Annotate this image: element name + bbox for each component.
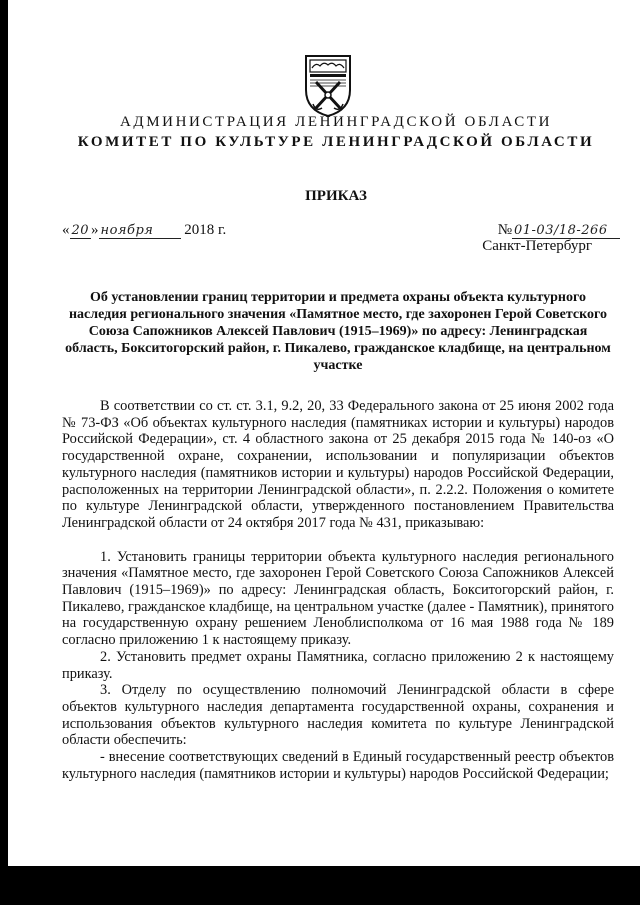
item-2: 2. Установить предмет охраны Памятника, согласно приложению 2 к настоящему приказу.: [62, 648, 614, 682]
order-title: Об установлении границ территории и предмета охраны объекта культурного наследия регионального значения «Памятное место, где захоронен Герой Советского Союза Сапожников Алексей Павлович (1915–1969)» по адресу: Ленинградская область, Бокситогорский район, г. Пикалево, гражданское кладбище, на центральном участке: [65, 290, 611, 373]
number-value: 01-03/18-266: [512, 223, 620, 239]
date-open-quote: «: [62, 222, 70, 238]
date-day: 20: [71, 223, 90, 238]
coat-of-arms-icon: [302, 52, 354, 118]
number-prefix: №: [497, 222, 512, 238]
date-year: 2018 г.: [184, 222, 227, 238]
date-close-quote: »: [91, 222, 99, 238]
order-number: [498, 222, 620, 239]
item-1: 1. Установить границы территории объекта культурного наследия регионального значения «Памятное место, где захоронен Герой Советского Союза Сапожников Алексей Павлович (1915–1969)» по адресу: Ленинградская область, Бокситогорский район, г. Пикалево, гражданское кладбище, на центральном участке (далее - Памятник), принятого на государственную охрану решением Леноблисполкома от 16 мая 1988 года № 189 согласно приложению 1 к настоящему приказу.: [62, 548, 614, 649]
date-month: ноября: [99, 223, 181, 239]
scan-border-left: [0, 0, 8, 905]
preamble-paragraph: В соответствии со ст. ст. 3.1, 9.2, 20, 33 Федерального закона от 25 июня 2002 года № 73-ФЗ «Об объектах культурного наследия (памятниках истории и культуры) народов Российской Федерации», ст. 4 областного закона от 25 декабря 2015 года № 140-оз «О государственной охране, сохранении, использовании и популяризации объектов культурного наследия (памятников истории и культуры) народов Российской Федерации, расположенных на территории Ленинградской области», п. 2.2.2. Положения о комитете по культуре Ленинградской области, утвержденного постановлением Правительства Ленинградской области от 24 октября 2017 года № 431, приказываю:: [62, 398, 614, 531]
city: Санкт-Петербург: [482, 238, 592, 254]
scan-border-bottom: [0, 866, 640, 905]
order-date: [62, 222, 226, 239]
item-3-subitem-1: - внесение соответствующих сведений в Единый государственный реестр объектов культурного наследия (памятников истории и культуры) народов Российской Федерации;: [62, 749, 614, 782]
document-type: ПРИКАЗ: [305, 188, 367, 204]
letterhead: [62, 114, 610, 151]
item-3: 3. Отделу по осуществлению полномочий Ленинградской области в сфере объектов культурного наследия департамента государственной охраны, сохранения и использования объектов культурного наследия комитета по культуре Ленинградской области обеспечить:: [62, 682, 614, 749]
order-body: [62, 398, 614, 782]
committee-name: КОМИТЕТ ПО КУЛЬТУРЕ ЛЕНИНГРАДСКОЙ ОБЛАСТИ: [77, 134, 595, 150]
administration-name: АДМИНИСТРАЦИЯ ЛЕНИНГРАДСКОЙ ОБЛАСТИ: [119, 114, 553, 130]
